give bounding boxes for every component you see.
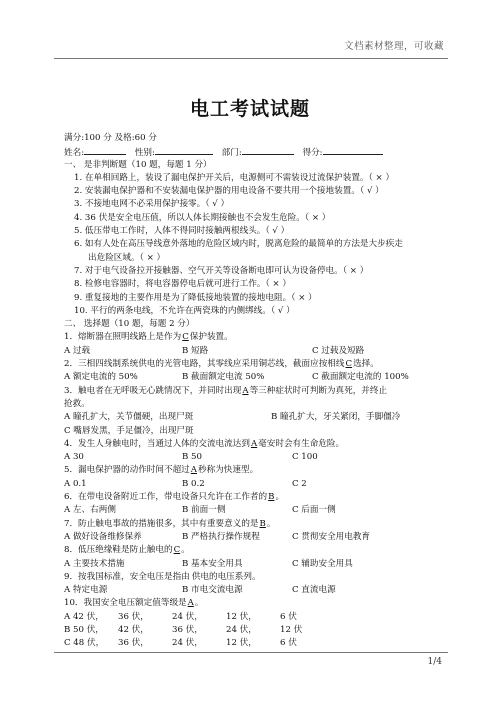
- score-label: 得分:: [302, 148, 323, 159]
- info-fields: [64, 145, 448, 158]
- option-a: A 瞳孔扩大，关节僵硬，出现尸斑: [64, 412, 194, 423]
- option-a: A 30: [64, 452, 84, 463]
- header-rule: [54, 58, 448, 59]
- tf-item: 4. 36 伏是安全电压值，所以人体长期接触也不会发生危险。（ × ）: [74, 212, 331, 223]
- option-a: A 做好设备维修保养: [64, 531, 142, 542]
- option-b: B 严格执行操作规程: [182, 531, 260, 542]
- tf-item: 8. 检修电容器时，将电容器停电后就可进行工作。（ × ）: [74, 279, 291, 290]
- mc-question: 3．触电者在无呼吸无心跳情况下，并同时出现A等三种症状时可判断为真死，并终止: [64, 385, 448, 398]
- tf-item: 1. 在单相回路上，装设了漏电保护开关后，电源侧可不需装设过流保护装置。（ × ）: [74, 172, 395, 183]
- option-c: C 后面一侧: [292, 505, 336, 516]
- voltage-row-b: B 50 伏， 42 伏， 36 伏， 24 伏， 12 伏: [64, 624, 303, 635]
- mc-question: 8．低压绝缘鞋是防止触电的C。: [64, 544, 448, 557]
- mc-question: 7．防止触电事故的措施很多，其中有重要意义的是B。: [64, 518, 448, 531]
- option-c: C 2: [292, 478, 307, 489]
- option-a: A 0.1: [64, 478, 87, 489]
- mc-question: 5．漏电保护器的动作时间不超过A秒称为快速型。: [64, 464, 448, 477]
- page-number: 1/4: [427, 657, 442, 667]
- footer-rule: [54, 652, 448, 653]
- tf-item: 6. 如有人处在高压导线意外落地的危险区域内时，脱离危险的最简单的方法是大步疾走: [74, 239, 403, 250]
- mc-options: [64, 584, 448, 597]
- mc-options: [64, 345, 448, 358]
- tf-item: 10. 平行的两条电线，不允许在两瓷珠的内侧绑线。（ √ ）: [74, 305, 295, 316]
- mc-options: [64, 371, 448, 384]
- option-c: C 嘴唇发黑，手足僵冷，出现尸斑: [64, 425, 194, 436]
- option-c: C 直流电源: [292, 585, 336, 596]
- answer-blank: B: [268, 492, 275, 503]
- mc-options: [64, 425, 448, 438]
- name-label: 姓名:: [64, 148, 85, 159]
- gender-label: 性别:: [134, 148, 155, 159]
- option-a: A 主要技术措施: [64, 558, 125, 569]
- mc-question: 4．发生人身触电时，当通过人体的交流电流达到A毫安时会有生命危险。: [64, 438, 448, 451]
- document-title: 电工考试试题: [189, 98, 310, 120]
- option-c: C 100: [292, 452, 318, 463]
- option-c: C 辅助安全用具: [292, 558, 353, 569]
- mc-options: [64, 478, 448, 491]
- dept-label: 部门:: [221, 148, 242, 159]
- answer-blank: A: [242, 385, 249, 396]
- tf-item: 9. 重复接地的主要作用是为了降低接地装置的接地电阻。（ × ）: [74, 292, 317, 303]
- answer-blank: C: [182, 332, 189, 343]
- option-a: A 过载: [64, 345, 91, 356]
- option-b: B 0.2: [182, 478, 205, 489]
- answer-blank: C: [173, 545, 181, 556]
- option-b: B 50: [182, 452, 202, 463]
- mc-options: [64, 558, 448, 571]
- score-line: 满分:100 分 及格:60 分: [64, 133, 157, 143]
- tf-item-cont: 出危险区域。（ × ）: [88, 252, 166, 263]
- answer-blank: B: [259, 518, 266, 529]
- mc-options: [64, 504, 448, 517]
- answer-blank: A: [190, 465, 197, 476]
- mc-question: 9．按我国标准，安全电压是指由 供电的电压系列。: [64, 571, 261, 582]
- mc-options: [64, 451, 448, 464]
- answer-blank: A: [187, 598, 194, 609]
- mc-options: [64, 531, 448, 544]
- mc-question: 10．我国安全电压额定值等级是A。: [64, 597, 448, 610]
- option-b: B 截面额定电流 50%: [182, 372, 265, 383]
- tf-item: 2. 安装漏电保护器和不安装漏电保护器的用电设备不要共用一个接地装置。（ √ ）: [74, 186, 384, 197]
- voltage-row-a: A 42 伏， 36 伏， 24 伏， 12 伏， 6 伏: [64, 611, 297, 622]
- option-a: A 左、右两侧: [64, 505, 116, 516]
- voltage-row-c: C 48 伏， 36 伏， 24 伏， 12 伏， 6 伏: [64, 638, 297, 649]
- option-b: B 基本安全用具: [182, 558, 243, 569]
- option-c: C 截面额定电流的 100%: [312, 372, 409, 383]
- answer-blank: C: [345, 359, 353, 370]
- option-b: B 短路: [182, 345, 209, 356]
- header-tag: 文档素材整理，可收藏: [343, 41, 444, 52]
- mc-question-cont: 抢救。: [64, 398, 90, 409]
- option-b: B 前面一侧: [182, 505, 226, 516]
- option-c: C 过载及短路: [312, 345, 365, 356]
- answer-blank: A: [250, 438, 258, 449]
- name-field[interactable]: [84, 145, 126, 155]
- tf-item: 3. 不接地电网不必采用保护接零。（ √ ）: [74, 199, 230, 210]
- section1-label: 一、 是非判断题（10 题，每题 1 分）: [64, 159, 212, 170]
- gender-field[interactable]: [155, 145, 213, 155]
- mc-question: 1．熔断器在照明线路上是作为C保护装置。: [64, 331, 448, 344]
- option-b: B 瞳孔扩大，牙关紧闭，手脚僵冷: [271, 412, 401, 423]
- mc-question: 6．在带电设备附近工作，带电设备只允许在工作者的B。: [64, 491, 448, 504]
- dept-field[interactable]: [242, 145, 294, 155]
- mc-options: [64, 411, 448, 424]
- option-a: A 特定电源: [64, 585, 108, 596]
- mc-question: 2．三相四线制系统供电的光管电路，其零线应采用铜芯线，截面应按相线C选择。: [64, 358, 448, 371]
- exam-body: [64, 132, 448, 651]
- option-b: B 市电交流电源: [182, 585, 243, 596]
- score-field[interactable]: [323, 145, 383, 155]
- option-a: A 额定电流的 50%: [64, 372, 138, 383]
- option-c: C 贯彻安全用电教育: [292, 531, 371, 542]
- section2-label: 二、 选择题（10 题，每题 2 分）: [64, 319, 195, 330]
- tf-item: 7. 对于电气设备拉开接触器、空气开关等设备断电即可认为设备停电。（ × ）: [74, 265, 369, 276]
- tf-item: 5. 低压带电工作时，人体不得同时接触两根线头。（ √ ）: [74, 226, 290, 237]
